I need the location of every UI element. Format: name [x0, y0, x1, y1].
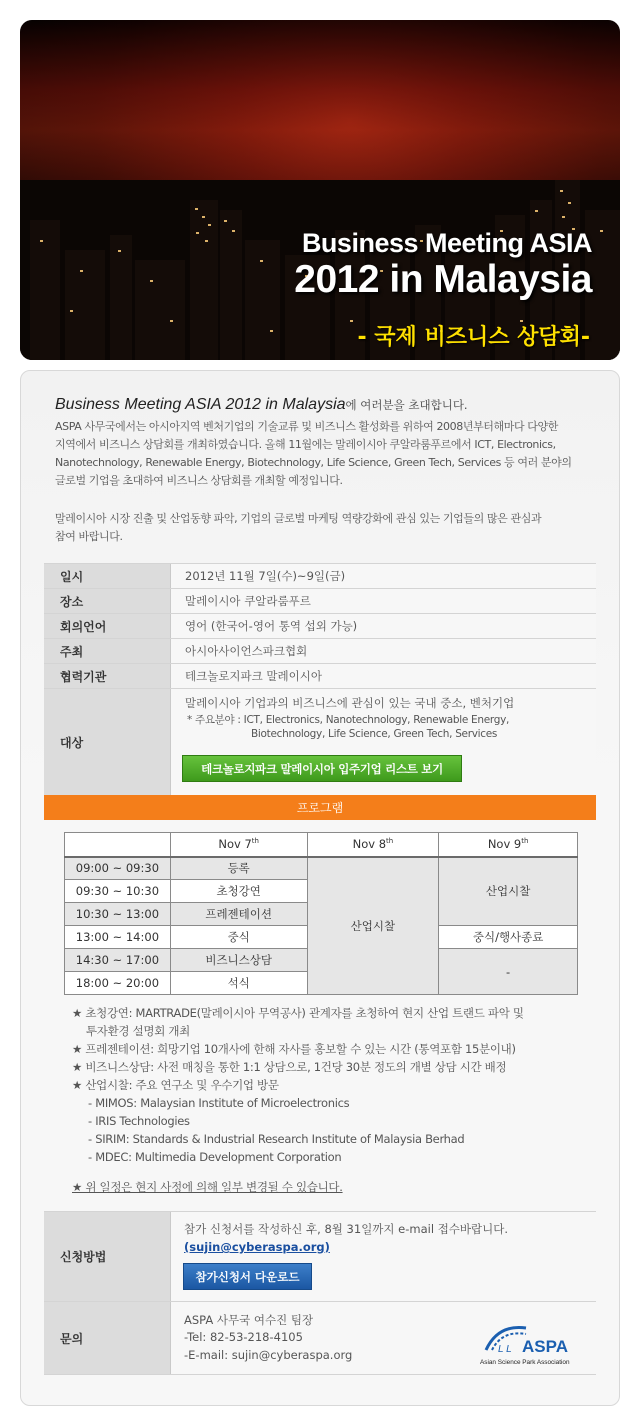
target-line3: Biotechnology, Life Science, Green Tech, Services	[251, 728, 498, 740]
target-line2: * 주요분야 : ICT, Electronics, Nanotechnology, Renewable Energy,	[187, 714, 510, 726]
day1-cell: 등록	[170, 857, 307, 880]
info-row-venue	[44, 589, 596, 614]
hero-banner	[20, 20, 620, 360]
intro-line: Nanotechnology, Renewable Energy, Biotechnology, Life Science, Green Tech, Services 등 여러 분야의	[55, 456, 572, 469]
info-value: 2012년 11월 7일(수)~9일(금)	[171, 564, 596, 588]
day1-cell: 비즈니스상담	[170, 949, 307, 972]
info-key: 장소	[44, 589, 171, 613]
intro-line: 글로벌 기업을 초대하여 비즈니스 상담회를 개최할 예정입니다.	[55, 474, 343, 487]
day-label: Nov 7	[218, 837, 252, 852]
info-row-date	[44, 563, 596, 589]
schedule-day-header	[170, 833, 307, 857]
schedule-row	[65, 857, 578, 880]
day-sup: th	[251, 837, 259, 846]
company-list-button[interactable]: 테크놀로지파크 말레이시아 입주기업 리스트 보기	[182, 755, 462, 782]
logo-text: ASPA	[522, 1337, 568, 1356]
apply-email-link[interactable]: (sujin@cyberaspa.org)	[184, 1240, 330, 1254]
intro-line: 말레이시아 시장 진출 및 산업동향 파악, 기업의 글로벌 마케팅 역량강화에 관심 있는 기업들의 많은 관심과	[55, 512, 542, 525]
visit-item: - MIMOS: Malaysian Institute of Microelectronics	[88, 1096, 350, 1110]
contact-email: -E-mail: sujin@cyberaspa.org	[184, 1348, 353, 1362]
svg-text:L L: L L	[498, 1344, 512, 1355]
visit-item: - SIRIM: Standards & Industrial Research Institute of Malaysia Berhad	[88, 1132, 465, 1146]
schedule-header-row	[65, 833, 578, 857]
logo-subtext: Asian Science Park Association	[480, 1359, 570, 1366]
banner-title-line2: 2012 in Malaysia	[294, 258, 592, 301]
day1-cell: 초청강연	[170, 880, 307, 903]
contact-tel: -Tel: 82-53-218-4105	[184, 1330, 303, 1344]
info-key: 회의언어	[44, 614, 171, 638]
note-line: 투자환경 설명회 개최	[86, 1024, 190, 1038]
info-row-language	[44, 614, 596, 639]
contact-name: ASPA 사무국 여수진 팀장	[184, 1313, 314, 1327]
day-sup: th	[386, 837, 394, 846]
note-line: ★ 초청강연: MARTRADE(말레이시아 무역공사) 관계자를 초청하여 현지 산업 트랜드 파악 및	[72, 1006, 524, 1020]
day1-cell: 중식	[170, 926, 307, 949]
day1-cell: 프레젠테이션	[170, 903, 307, 926]
schedule-day-header	[307, 833, 439, 857]
info-row-partner	[44, 664, 596, 689]
time-cell: 09:00 ~ 09:30	[65, 857, 171, 880]
day1-cell: 석식	[170, 972, 307, 995]
visit-item: - IRIS Technologies	[88, 1114, 190, 1128]
intro-line: 참여 바랍니다.	[55, 530, 123, 543]
note-line: ★ 산업시찰: 주요 연구소 및 우수기업 방문	[72, 1078, 279, 1092]
program-header-bar: 프로그램	[44, 795, 596, 820]
visit-item: - MDEC: Multimedia Development Corporation	[88, 1150, 342, 1164]
intro-line: ASPA 사무국에서는 아시아지역 벤처기업의 기술교류 및 비즈니스 활성화를 위하여 2008년부터해마다 다양한	[55, 420, 558, 433]
info-key: 대상	[44, 689, 171, 795]
apply-key: 신청방법	[44, 1212, 171, 1301]
contact-bottom-divider	[44, 1374, 596, 1375]
day-sup: th	[521, 837, 529, 846]
aspa-logo-icon	[478, 1320, 578, 1370]
note-line: ★ 비즈니스상담: 사전 매칭을 통한 1:1 상담으로, 1건당 30분 정도의 개별 상담 시간 배정	[72, 1060, 507, 1074]
schedule-change-notice: ★ 위 일정은 현지 사정에 의해 일부 변경될 수 있습니다.	[72, 1180, 343, 1194]
info-key: 일시	[44, 564, 171, 588]
banner-title-line1: Business Meeting ASIA	[301, 228, 592, 258]
intro-title-suffix: 에 여러분을 초대합니다.	[345, 398, 468, 412]
schedule-table	[64, 832, 578, 995]
info-row-host	[44, 639, 596, 664]
day2-cell: 산업시찰	[307, 857, 439, 995]
info-value: 영어 (한국어-영어 통역 섭외 가능)	[171, 614, 596, 638]
intro-body	[55, 418, 605, 490]
schedule-day-header	[439, 833, 578, 857]
intro-line: 지역에서 비즈니스 상담회를 개최하였습니다. 올해 11월에는 말레이시아 쿠알라룸푸르에서 ICT, Electronics,	[55, 438, 556, 451]
time-cell: 10:30 ~ 13:00	[65, 903, 171, 926]
day3-cell: -	[439, 949, 578, 995]
day3-cell: 중식/행사종료	[439, 926, 578, 949]
info-value: 테크놀로지파크 말레이시아	[171, 664, 596, 688]
intro-body-2	[55, 510, 595, 546]
aspa-logo	[478, 1320, 578, 1370]
day3-cell: 산업시찰	[439, 857, 578, 926]
note-line: ★ 프레젠테이션: 희망기업 10개사에 한해 자사를 홍보할 수 있는 시간 (통역포함 15분이내)	[72, 1042, 516, 1056]
day-label: Nov 8	[352, 837, 387, 852]
intro-title	[55, 396, 468, 414]
program-notes	[72, 1004, 582, 1196]
target-line1: 말레이시아 기업과의 비즈니스에 관심이 있는 국내 중소, 벤처기업	[185, 696, 515, 710]
schedule-corner-cell	[65, 833, 171, 857]
day-label: Nov 9	[487, 837, 522, 852]
time-cell: 18:00 ~ 20:00	[65, 972, 171, 995]
info-key: 주최	[44, 639, 171, 663]
time-cell: 14:30 ~ 17:00	[65, 949, 171, 972]
contact-key: 문의	[44, 1302, 171, 1374]
time-cell: 13:00 ~ 14:00	[65, 926, 171, 949]
download-form-button[interactable]: 참가신청서 다운로드	[183, 1263, 312, 1290]
info-value: 아시아사이언스파크협회	[171, 639, 596, 663]
time-cell: 09:30 ~ 10:30	[65, 880, 171, 903]
banner-subtitle: - 국제 비즈니스 상담회-	[357, 325, 590, 350]
info-key: 협력기관	[44, 664, 171, 688]
apply-instructions: 참가 신청서를 작성하신 후, 8월 31일까지 e-mail 접수바랍니다.	[184, 1222, 509, 1236]
intro-title-event: Business Meeting ASIA 2012 in Malaysia	[55, 396, 346, 413]
info-value: 말레이시아 쿠알라룸푸르	[171, 589, 596, 613]
